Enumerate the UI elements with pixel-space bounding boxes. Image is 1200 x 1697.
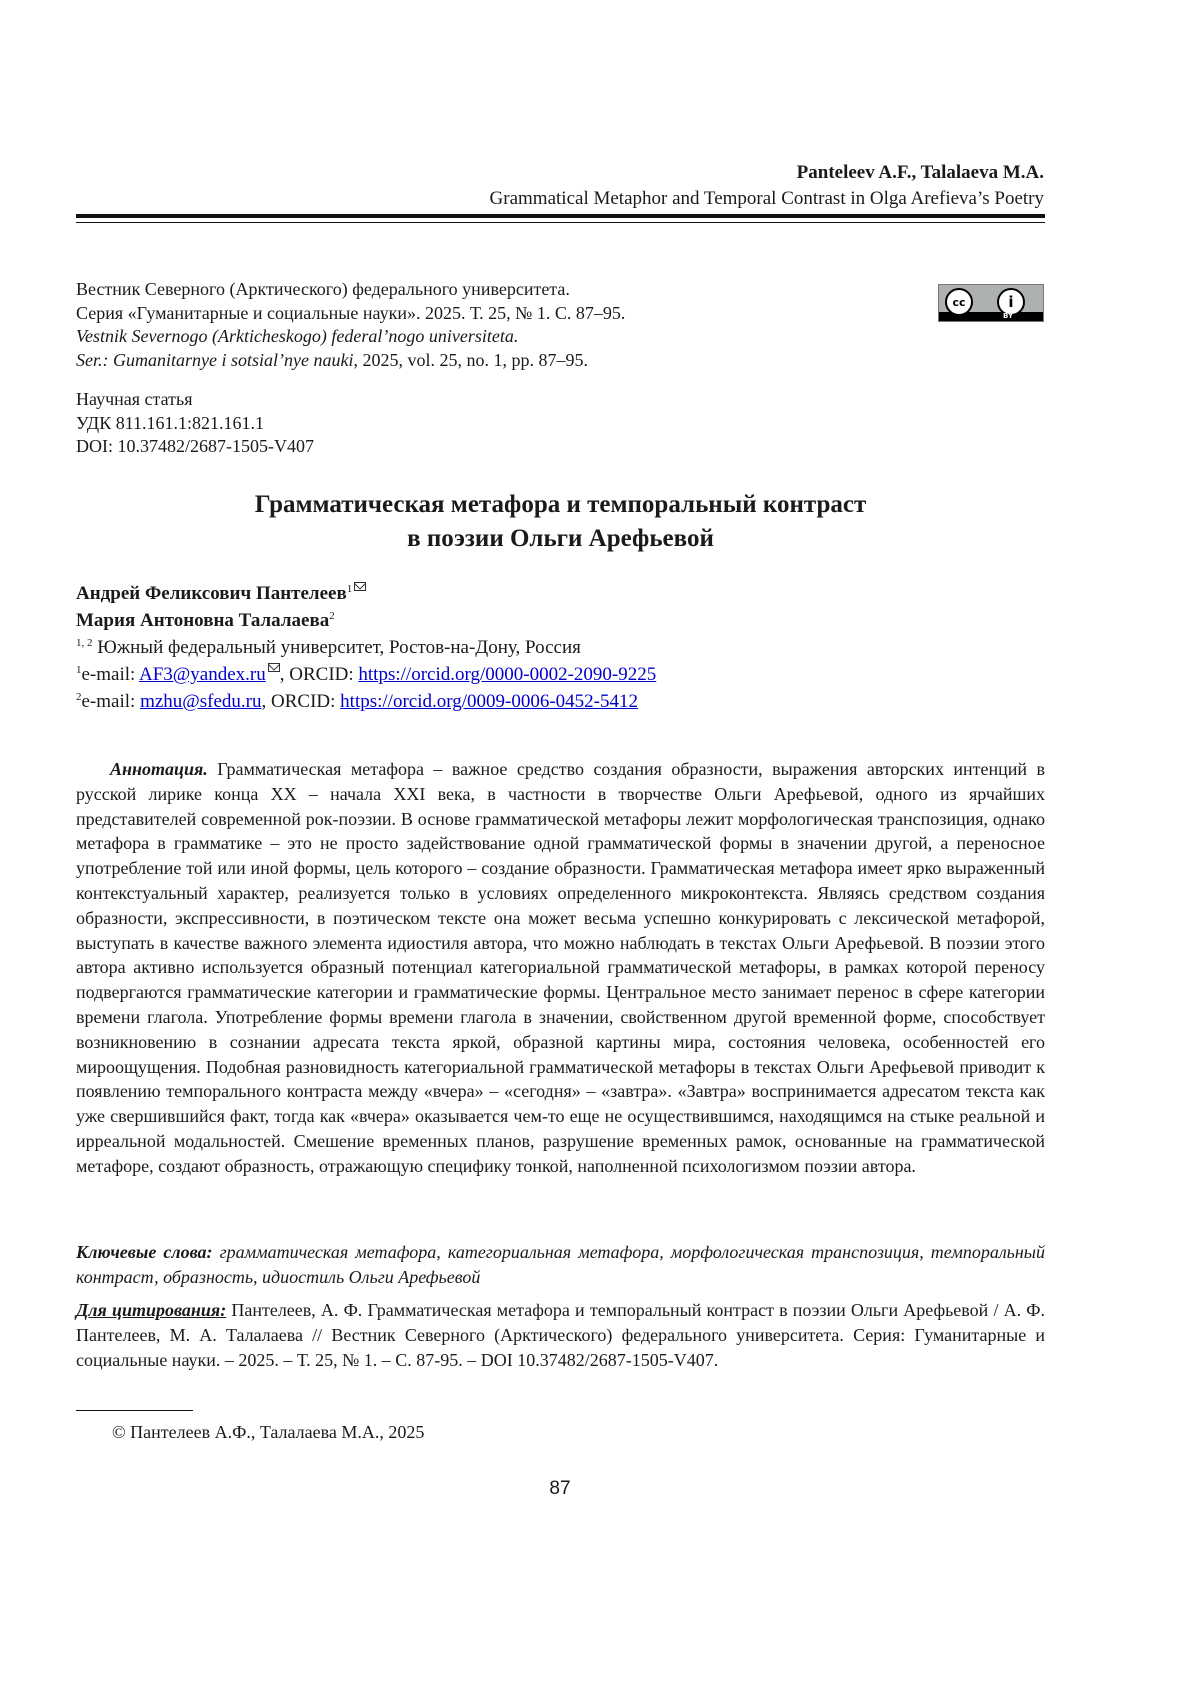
attribution-icon: i xyxy=(997,288,1025,316)
journal-line-2: Серия «Гуманитарные и социальные науки». 2025. Т. 25, № 1. С. 87–95. xyxy=(76,302,876,326)
article-page xyxy=(0,0,1200,1697)
author-2-orcid-link[interactable]: https://orcid.org/0009-0006-0452-5412 xyxy=(340,691,638,712)
article-meta xyxy=(76,388,314,459)
journal-line-4 xyxy=(76,349,876,373)
abstract-label: Аннотация. xyxy=(110,759,208,779)
envelope-icon xyxy=(268,663,280,672)
author-2-name: Мария Антоновна Талалаева xyxy=(76,610,329,631)
cc-by-license-badge[interactable] xyxy=(938,284,1044,322)
keywords-label: Ключевые слова: xyxy=(76,1242,213,1262)
contact-1-email-label: e-mail: xyxy=(82,664,140,685)
journal-series-details: , 2025, vol. 25, no. 1, pp. 87–95. xyxy=(353,350,588,370)
title-line-2: в поэзии Ольги Арефьевой xyxy=(76,522,1045,556)
page-number: 87 xyxy=(0,1478,1120,1500)
journal-info xyxy=(76,278,876,372)
author-1 xyxy=(76,580,656,607)
article-type: Научная статья xyxy=(76,388,314,412)
envelope-icon xyxy=(354,582,366,591)
affiliation xyxy=(76,634,656,661)
contact-2-orcid-label: , ORCID: xyxy=(262,691,341,712)
author-1-email-link[interactable]: AF3@yandex.ru xyxy=(139,664,266,685)
author-1-name: Андрей Феликсович Пантелеев xyxy=(76,583,347,604)
contact-2-email-label: e-mail: xyxy=(82,691,141,712)
contact-1 xyxy=(76,661,656,688)
running-head xyxy=(490,160,1044,212)
title-line-1: Грамматическая метафора и темпоральный контраст xyxy=(76,488,1045,522)
udk-code: УДК 811.161.1:821.161.1 xyxy=(76,412,314,436)
running-head-title: Grammatical Metaphor and Temporal Contrast in Olga Arefieva’s Poetry xyxy=(490,186,1044,212)
contact-2 xyxy=(76,688,656,715)
keywords-text: грамматическая метафора, категориальная метафора, морфологическая транспозиция, темпоральный контраст, образность, идиостиль Ольги Арефьевой xyxy=(76,1242,1045,1287)
abstract xyxy=(76,757,1045,1179)
journal-line-1: Вестник Северного (Арктического) федерального университета. xyxy=(76,278,876,302)
contact-1-orcid-label: , ORCID: xyxy=(280,664,359,685)
running-head-authors: Panteleev A.F., Talalaeva M.A. xyxy=(490,160,1044,186)
author-2-sup: 2 xyxy=(329,610,335,622)
article-title xyxy=(76,488,1045,556)
citation xyxy=(76,1298,1045,1372)
keywords xyxy=(76,1240,1045,1290)
journal-line-3: Vestnik Severnogo (Arkticheskogo) federal’nogo universiteta. xyxy=(76,325,876,349)
author-1-sup: 1 xyxy=(347,583,353,595)
license-by-label: BY xyxy=(1003,312,1013,320)
contact-2-sup: 2 xyxy=(76,691,82,703)
author-2-email-link[interactable]: mzhu@sfedu.ru xyxy=(140,691,261,712)
authors-block xyxy=(76,580,656,715)
citation-text: Пантелеев, А. Ф. Грамматическая метафора и темпоральный контраст в поэзии Ольги Арефьевой / А. Ф. Пантелеев, М. А. Талалаева // Вестник Северного (Арктического) федерального университета. Серия: Гуманитарные и социальные науки. – 2025. – Т. 25, № 1. – С. 87-95. – DOI 10.37482/2687-1505-V407. xyxy=(76,1300,1045,1370)
author-1-orcid-link[interactable]: https://orcid.org/0000-0002-2090-9225 xyxy=(358,664,656,685)
affiliation-sup: 1, 2 xyxy=(76,637,93,649)
header-rule-thick xyxy=(76,214,1045,218)
author-2 xyxy=(76,607,656,634)
footnote-rule xyxy=(76,1410,193,1411)
citation-label: Для цитирования: xyxy=(76,1300,226,1320)
cc-icon: cc xyxy=(945,288,973,316)
journal-series-latin: Ser.: Gumanitarnye i sotsial’nye nauki xyxy=(76,350,353,370)
doi: DOI: 10.37482/2687-1505-V407 xyxy=(76,435,314,459)
abstract-text: Грамматическая метафора – важное средство создания образности, выражения авторских интенций в русской лирике конца XX – начала XXI века, в частности в творчестве Ольги Арефьевой, одного из ярчайших представителей современной рок-поэзии. В основе грамматической метафоры лежит морфологическая транспозиция, однако метафора в грамматике – это не просто задействование одной грамматической формы в значении другой, а переносное употребление той или иной формы, цель которого – создание образности. Грамматическая метафора имеет ярко выраженный контекстуальный характер, реализуется только в условиях определенного микроконтекста. Являясь средством создания образности, экспрессивности, в поэтическом тексте она может весьма успешно конкурировать с лексической метафорой, выступать в качестве важного элемента идиостиля автора, что можно наблюдать в текстах Ольги Арефьевой. В поэзии этого автора активно используется образный потенциал категориальной грамматической метафоры, в рамках которой переносу подвергаются грамматические категории и грамматические формы. Центральное место занимает перенос в сфере категории времени глагола. Употребление формы времени глагола в значении, свойственном другой временной форме, способствует возникновению в сознании адресата текста яркой, образной картины мира, состояния человека, особенностей его мироощущения. Подобная разновидность категориальной грамматической метафоры в текстах Ольги Арефьевой приводит к появлению темпорального контраста между «вчера» – «сегодня» – «завтра». «Завтра» воспринимается адресатом текста как уже свершившийся факт, тогда как «вчера» оказывается чем-то еще не осуществившимся, находящимся на стыке реальной и ирреальной модальностей. Смешение временных планов, разрушение временных рамок, основанные на грамматической метафоре, создают образность, отражающую специфику тонкой, наполненной психологизмом поэзии автора. xyxy=(76,759,1045,1176)
header-rule-thin xyxy=(76,222,1045,223)
copyright: © Пантелеев А.Ф., Талалаева М.А., 2025 xyxy=(112,1420,424,1444)
contact-1-sup: 1 xyxy=(76,664,82,676)
affiliation-text: Южный федеральный университет, Ростов-на-Дону, Россия xyxy=(93,637,581,658)
